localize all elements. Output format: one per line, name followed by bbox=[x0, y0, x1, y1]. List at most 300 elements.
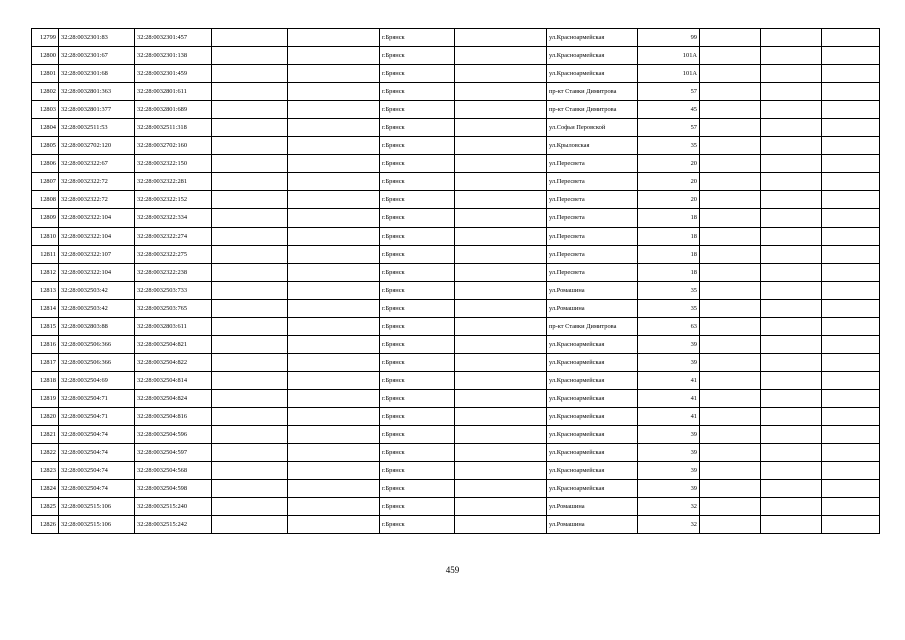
row-number-cell: 12814 bbox=[32, 299, 59, 317]
empty-cell bbox=[700, 480, 761, 498]
city-cell: г.Брянск bbox=[380, 480, 455, 498]
empty-cell bbox=[822, 209, 880, 227]
empty-cell bbox=[700, 155, 761, 173]
row-number-cell: 12820 bbox=[32, 407, 59, 425]
empty-cell bbox=[288, 317, 380, 335]
empty-cell bbox=[212, 209, 288, 227]
street-cell: ул.Ромашина bbox=[547, 299, 638, 317]
house-number-cell: 35 bbox=[638, 281, 700, 299]
empty-cell bbox=[212, 389, 288, 407]
city-cell: г.Брянск bbox=[380, 119, 455, 137]
house-number-cell: 20 bbox=[638, 155, 700, 173]
empty-cell bbox=[288, 29, 380, 47]
empty-cell bbox=[455, 462, 547, 480]
empty-cell bbox=[455, 101, 547, 119]
row-number-cell: 12817 bbox=[32, 353, 59, 371]
cadastral-quarter-cell: 32:28:0032702:120 bbox=[59, 137, 135, 155]
street-cell: ул.Пересвета bbox=[547, 209, 638, 227]
empty-cell bbox=[822, 137, 880, 155]
house-number-cell: 41 bbox=[638, 407, 700, 425]
table-row bbox=[32, 119, 880, 137]
empty-cell bbox=[288, 83, 380, 101]
cadastral-quarter-cell: 32:28:0032511:53 bbox=[59, 119, 135, 137]
empty-cell bbox=[288, 119, 380, 137]
page-number: 459 bbox=[445, 565, 460, 575]
empty-cell bbox=[212, 462, 288, 480]
empty-cell bbox=[761, 173, 822, 191]
empty-cell bbox=[212, 516, 288, 534]
house-number-cell: 63 bbox=[638, 317, 700, 335]
street-cell: ул.Пересвета bbox=[547, 227, 638, 245]
empty-cell bbox=[700, 119, 761, 137]
empty-cell bbox=[455, 480, 547, 498]
empty-cell bbox=[822, 47, 880, 65]
empty-cell bbox=[761, 209, 822, 227]
empty-cell bbox=[288, 47, 380, 65]
street-cell: пр-кт Ставки Димитрова bbox=[547, 83, 638, 101]
empty-cell bbox=[455, 83, 547, 101]
table-row bbox=[32, 299, 880, 317]
table-row bbox=[32, 516, 880, 534]
empty-cell bbox=[761, 480, 822, 498]
empty-cell bbox=[455, 444, 547, 462]
cadastral-quarter-cell: 32:28:0032504:69 bbox=[59, 371, 135, 389]
house-number-cell: 32 bbox=[638, 498, 700, 516]
row-number-cell: 12808 bbox=[32, 191, 59, 209]
empty-cell bbox=[455, 137, 547, 155]
city-cell: г.Брянск bbox=[380, 335, 455, 353]
table-row bbox=[32, 47, 880, 65]
empty-cell bbox=[288, 353, 380, 371]
cadastral-number-cell: 32:28:0032503:765 bbox=[135, 299, 212, 317]
empty-cell bbox=[761, 101, 822, 119]
empty-cell bbox=[822, 353, 880, 371]
empty-cell bbox=[822, 426, 880, 444]
cadastral-quarter-cell: 32:28:0032322:72 bbox=[59, 173, 135, 191]
empty-cell bbox=[455, 281, 547, 299]
house-number-cell: 39 bbox=[638, 335, 700, 353]
empty-cell bbox=[822, 317, 880, 335]
empty-cell bbox=[822, 245, 880, 263]
table-row bbox=[32, 317, 880, 335]
table-row bbox=[32, 389, 880, 407]
city-cell: г.Брянск bbox=[380, 155, 455, 173]
empty-cell bbox=[822, 119, 880, 137]
city-cell: г.Брянск bbox=[380, 29, 455, 47]
empty-cell bbox=[761, 335, 822, 353]
cadastral-number-cell: 32:28:0032515:240 bbox=[135, 498, 212, 516]
empty-cell bbox=[212, 317, 288, 335]
empty-cell bbox=[700, 281, 761, 299]
street-cell: ул.Красноармейская bbox=[547, 47, 638, 65]
empty-cell bbox=[288, 389, 380, 407]
city-cell: г.Брянск bbox=[380, 407, 455, 425]
empty-cell bbox=[700, 263, 761, 281]
table-row bbox=[32, 83, 880, 101]
empty-cell bbox=[212, 281, 288, 299]
cadastral-quarter-cell: 32:28:0032322:67 bbox=[59, 155, 135, 173]
empty-cell bbox=[700, 137, 761, 155]
street-cell: ул.Красноармейская bbox=[547, 65, 638, 83]
cadastral-number-cell: 32:28:0032322:274 bbox=[135, 227, 212, 245]
empty-cell bbox=[761, 299, 822, 317]
empty-cell bbox=[761, 191, 822, 209]
empty-cell bbox=[822, 407, 880, 425]
empty-cell bbox=[455, 389, 547, 407]
empty-cell bbox=[455, 516, 547, 534]
empty-cell bbox=[455, 155, 547, 173]
empty-cell bbox=[455, 426, 547, 444]
street-cell: ул.Пересвета bbox=[547, 155, 638, 173]
cadastral-quarter-cell: 32:28:0032801:377 bbox=[59, 101, 135, 119]
empty-cell bbox=[212, 47, 288, 65]
empty-cell bbox=[212, 191, 288, 209]
row-number-cell: 12824 bbox=[32, 480, 59, 498]
cadastral-quarter-cell: 32:28:0032503:42 bbox=[59, 281, 135, 299]
house-number-cell: 45 bbox=[638, 101, 700, 119]
empty-cell bbox=[288, 173, 380, 191]
empty-cell bbox=[822, 29, 880, 47]
street-cell: ул.Софьи Перовской bbox=[547, 119, 638, 137]
table-row bbox=[32, 263, 880, 281]
house-number-cell: 41 bbox=[638, 371, 700, 389]
cadastral-number-cell: 32:28:0032504:822 bbox=[135, 353, 212, 371]
empty-cell bbox=[455, 227, 547, 245]
empty-cell bbox=[700, 462, 761, 480]
table-row bbox=[32, 426, 880, 444]
empty-cell bbox=[288, 299, 380, 317]
cadastral-number-cell: 32:28:0032301:459 bbox=[135, 65, 212, 83]
house-number-cell: 18 bbox=[638, 209, 700, 227]
cadastral-quarter-cell: 32:28:0032504:74 bbox=[59, 480, 135, 498]
empty-cell bbox=[288, 371, 380, 389]
cadastral-number-cell: 32:28:0032515:242 bbox=[135, 516, 212, 534]
empty-cell bbox=[212, 227, 288, 245]
cadastral-number-cell: 32:28:0032504:814 bbox=[135, 371, 212, 389]
empty-cell bbox=[700, 173, 761, 191]
empty-cell bbox=[212, 173, 288, 191]
empty-cell bbox=[700, 498, 761, 516]
empty-cell bbox=[455, 173, 547, 191]
empty-cell bbox=[822, 299, 880, 317]
cadastral-quarter-cell: 32:28:0032801:363 bbox=[59, 83, 135, 101]
cadastral-quarter-cell: 32:28:0032506:366 bbox=[59, 335, 135, 353]
empty-cell bbox=[700, 353, 761, 371]
house-number-cell: 39 bbox=[638, 480, 700, 498]
table-body bbox=[32, 29, 880, 534]
table-row bbox=[32, 353, 880, 371]
empty-cell bbox=[761, 155, 822, 173]
table-row bbox=[32, 155, 880, 173]
city-cell: г.Брянск bbox=[380, 47, 455, 65]
city-cell: г.Брянск bbox=[380, 462, 455, 480]
city-cell: г.Брянск bbox=[380, 281, 455, 299]
table-row bbox=[32, 407, 880, 425]
row-number-cell: 12823 bbox=[32, 462, 59, 480]
street-cell: ул.Пересвета bbox=[547, 245, 638, 263]
empty-cell bbox=[455, 245, 547, 263]
empty-cell bbox=[761, 245, 822, 263]
cadastral-quarter-cell: 32:28:0032515:106 bbox=[59, 516, 135, 534]
cadastral-number-cell: 32:28:0032504:568 bbox=[135, 462, 212, 480]
empty-cell bbox=[288, 227, 380, 245]
street-cell: ул.Красноармейская bbox=[547, 371, 638, 389]
empty-cell bbox=[212, 29, 288, 47]
empty-cell bbox=[288, 480, 380, 498]
house-number-cell: 39 bbox=[638, 462, 700, 480]
cadastral-quarter-cell: 32:28:0032503:42 bbox=[59, 299, 135, 317]
cadastral-quarter-cell: 32:28:0032506:366 bbox=[59, 353, 135, 371]
cadastral-quarter-cell: 32:28:0032301:67 bbox=[59, 47, 135, 65]
row-number-cell: 12825 bbox=[32, 498, 59, 516]
street-cell: ул.Красноармейская bbox=[547, 389, 638, 407]
empty-cell bbox=[700, 47, 761, 65]
cadastral-quarter-cell: 32:28:0032322:104 bbox=[59, 227, 135, 245]
empty-cell bbox=[212, 263, 288, 281]
cadastral-number-cell: 32:28:0032504:598 bbox=[135, 480, 212, 498]
house-number-cell: 39 bbox=[638, 444, 700, 462]
city-cell: г.Брянск bbox=[380, 426, 455, 444]
row-number-cell: 12809 bbox=[32, 209, 59, 227]
row-number-cell: 12813 bbox=[32, 281, 59, 299]
empty-cell bbox=[822, 101, 880, 119]
house-number-cell: 57 bbox=[638, 119, 700, 137]
street-cell: ул.Красноармейская bbox=[547, 353, 638, 371]
empty-cell bbox=[761, 29, 822, 47]
empty-cell bbox=[288, 335, 380, 353]
empty-cell bbox=[455, 65, 547, 83]
empty-cell bbox=[761, 317, 822, 335]
empty-cell bbox=[822, 516, 880, 534]
cadastral-quarter-cell: 32:28:0032515:106 bbox=[59, 498, 135, 516]
row-number-cell: 12800 bbox=[32, 47, 59, 65]
empty-cell bbox=[700, 407, 761, 425]
city-cell: г.Брянск bbox=[380, 498, 455, 516]
row-number-cell: 12811 bbox=[32, 245, 59, 263]
table-row bbox=[32, 245, 880, 263]
house-number-cell: 18 bbox=[638, 227, 700, 245]
house-number-cell: 101А bbox=[638, 65, 700, 83]
empty-cell bbox=[761, 371, 822, 389]
empty-cell bbox=[455, 263, 547, 281]
empty-cell bbox=[212, 299, 288, 317]
city-cell: г.Брянск bbox=[380, 209, 455, 227]
table-row bbox=[32, 101, 880, 119]
cadastral-quarter-cell: 32:28:0032504:74 bbox=[59, 426, 135, 444]
row-number-cell: 12803 bbox=[32, 101, 59, 119]
cadastral-quarter-cell: 32:28:0032322:107 bbox=[59, 245, 135, 263]
empty-cell bbox=[822, 227, 880, 245]
cadastral-quarter-cell: 32:28:0032504:71 bbox=[59, 389, 135, 407]
cadastral-number-cell: 32:28:0032322:334 bbox=[135, 209, 212, 227]
row-number-cell: 12799 bbox=[32, 29, 59, 47]
house-number-cell: 20 bbox=[638, 173, 700, 191]
empty-cell bbox=[700, 299, 761, 317]
empty-cell bbox=[822, 281, 880, 299]
empty-cell bbox=[212, 498, 288, 516]
street-cell: ул.Красноармейская bbox=[547, 462, 638, 480]
empty-cell bbox=[288, 426, 380, 444]
house-number-cell: 32 bbox=[638, 516, 700, 534]
empty-cell bbox=[700, 65, 761, 83]
row-number-cell: 12812 bbox=[32, 263, 59, 281]
cadastral-quarter-cell: 32:28:0032322:104 bbox=[59, 263, 135, 281]
empty-cell bbox=[212, 119, 288, 137]
empty-cell bbox=[700, 191, 761, 209]
empty-cell bbox=[288, 65, 380, 83]
cadastral-quarter-cell: 32:28:0032504:74 bbox=[59, 462, 135, 480]
empty-cell bbox=[822, 371, 880, 389]
empty-cell bbox=[212, 83, 288, 101]
empty-cell bbox=[288, 155, 380, 173]
row-number-cell: 12801 bbox=[32, 65, 59, 83]
empty-cell bbox=[822, 173, 880, 191]
city-cell: г.Брянск bbox=[380, 389, 455, 407]
empty-cell bbox=[288, 516, 380, 534]
empty-cell bbox=[455, 209, 547, 227]
row-number-cell: 12816 bbox=[32, 335, 59, 353]
street-cell: ул.Красноармейская bbox=[547, 426, 638, 444]
empty-cell bbox=[455, 299, 547, 317]
cadastral-quarter-cell: 32:28:0032301:83 bbox=[59, 29, 135, 47]
cadastral-number-cell: 32:28:0032504:596 bbox=[135, 426, 212, 444]
house-number-cell: 99 bbox=[638, 29, 700, 47]
empty-cell bbox=[822, 480, 880, 498]
street-cell: ул.Красноармейская bbox=[547, 407, 638, 425]
city-cell: г.Брянск bbox=[380, 101, 455, 119]
empty-cell bbox=[822, 389, 880, 407]
street-cell: ул.Красноармейская bbox=[547, 29, 638, 47]
empty-cell bbox=[212, 480, 288, 498]
city-cell: г.Брянск bbox=[380, 263, 455, 281]
cadastral-quarter-cell: 32:28:0032301:68 bbox=[59, 65, 135, 83]
empty-cell bbox=[288, 101, 380, 119]
empty-cell bbox=[700, 371, 761, 389]
street-cell: ул.Красноармейская bbox=[547, 335, 638, 353]
empty-cell bbox=[822, 444, 880, 462]
row-number-cell: 12826 bbox=[32, 516, 59, 534]
empty-cell bbox=[212, 137, 288, 155]
cadastral-number-cell: 32:28:0032322:238 bbox=[135, 263, 212, 281]
empty-cell bbox=[761, 47, 822, 65]
empty-cell bbox=[212, 155, 288, 173]
cadastral-number-cell: 32:28:0032322:152 bbox=[135, 191, 212, 209]
street-cell: ул.Ромашина bbox=[547, 516, 638, 534]
empty-cell bbox=[455, 335, 547, 353]
empty-cell bbox=[700, 389, 761, 407]
city-cell: г.Брянск bbox=[380, 516, 455, 534]
city-cell: г.Брянск bbox=[380, 444, 455, 462]
empty-cell bbox=[455, 407, 547, 425]
empty-cell bbox=[700, 444, 761, 462]
cadastral-number-cell: 32:28:0032504:597 bbox=[135, 444, 212, 462]
table-row bbox=[32, 191, 880, 209]
row-number-cell: 12818 bbox=[32, 371, 59, 389]
empty-cell bbox=[822, 335, 880, 353]
empty-cell bbox=[822, 65, 880, 83]
row-number-cell: 12822 bbox=[32, 444, 59, 462]
empty-cell bbox=[761, 444, 822, 462]
empty-cell bbox=[455, 119, 547, 137]
street-cell: ул.Пересвета bbox=[547, 263, 638, 281]
empty-cell bbox=[455, 29, 547, 47]
empty-cell bbox=[212, 371, 288, 389]
street-cell: пр-кт Ставки Димитрова bbox=[547, 101, 638, 119]
street-cell: ул.Красноармейская bbox=[547, 444, 638, 462]
house-number-cell: 35 bbox=[638, 299, 700, 317]
cadastral-number-cell: 32:28:0032322:150 bbox=[135, 155, 212, 173]
city-cell: г.Брянск bbox=[380, 173, 455, 191]
cadastral-quarter-cell: 32:28:0032803:88 bbox=[59, 317, 135, 335]
house-number-cell: 35 bbox=[638, 137, 700, 155]
house-number-cell: 39 bbox=[638, 353, 700, 371]
row-number-cell: 12819 bbox=[32, 389, 59, 407]
street-cell: ул.Ромашина bbox=[547, 498, 638, 516]
street-cell: ул.Крыловская bbox=[547, 137, 638, 155]
empty-cell bbox=[288, 209, 380, 227]
table-row bbox=[32, 281, 880, 299]
table-row bbox=[32, 29, 880, 47]
street-cell: ул.Красноармейская bbox=[547, 480, 638, 498]
empty-cell bbox=[761, 498, 822, 516]
city-cell: г.Брянск bbox=[380, 137, 455, 155]
row-number-cell: 12806 bbox=[32, 155, 59, 173]
row-number-cell: 12807 bbox=[32, 173, 59, 191]
cadastral-number-cell: 32:28:0032322:281 bbox=[135, 173, 212, 191]
empty-cell bbox=[761, 137, 822, 155]
empty-cell bbox=[212, 444, 288, 462]
empty-cell bbox=[761, 516, 822, 534]
empty-cell bbox=[455, 498, 547, 516]
table-row bbox=[32, 444, 880, 462]
empty-cell bbox=[822, 462, 880, 480]
cadastral-number-cell: 32:28:0032801:689 bbox=[135, 101, 212, 119]
row-number-cell: 12810 bbox=[32, 227, 59, 245]
table-row bbox=[32, 335, 880, 353]
empty-cell bbox=[288, 281, 380, 299]
empty-cell bbox=[455, 371, 547, 389]
empty-cell bbox=[455, 47, 547, 65]
empty-cell bbox=[700, 227, 761, 245]
registry-table bbox=[31, 28, 880, 534]
empty-cell bbox=[700, 335, 761, 353]
empty-cell bbox=[761, 281, 822, 299]
cadastral-number-cell: 32:28:0032702:160 bbox=[135, 137, 212, 155]
house-number-cell: 18 bbox=[638, 245, 700, 263]
empty-cell bbox=[822, 155, 880, 173]
table-row bbox=[32, 173, 880, 191]
house-number-cell: 39 bbox=[638, 426, 700, 444]
cadastral-number-cell: 32:28:0032504:824 bbox=[135, 389, 212, 407]
empty-cell bbox=[288, 191, 380, 209]
city-cell: г.Брянск bbox=[380, 317, 455, 335]
cadastral-number-cell: 32:28:0032301:138 bbox=[135, 47, 212, 65]
table-row bbox=[32, 498, 880, 516]
table-row bbox=[32, 137, 880, 155]
empty-cell bbox=[822, 191, 880, 209]
empty-cell bbox=[761, 389, 822, 407]
street-cell: ул.Пересвета bbox=[547, 191, 638, 209]
empty-cell bbox=[700, 209, 761, 227]
cadastral-number-cell: 32:28:0032504:816 bbox=[135, 407, 212, 425]
cadastral-quarter-cell: 32:28:0032504:71 bbox=[59, 407, 135, 425]
row-number-cell: 12804 bbox=[32, 119, 59, 137]
table-row bbox=[32, 371, 880, 389]
cadastral-quarter-cell: 32:28:0032504:74 bbox=[59, 444, 135, 462]
city-cell: г.Брянск bbox=[380, 191, 455, 209]
street-cell: ул.Ромашина bbox=[547, 281, 638, 299]
table-row bbox=[32, 227, 880, 245]
